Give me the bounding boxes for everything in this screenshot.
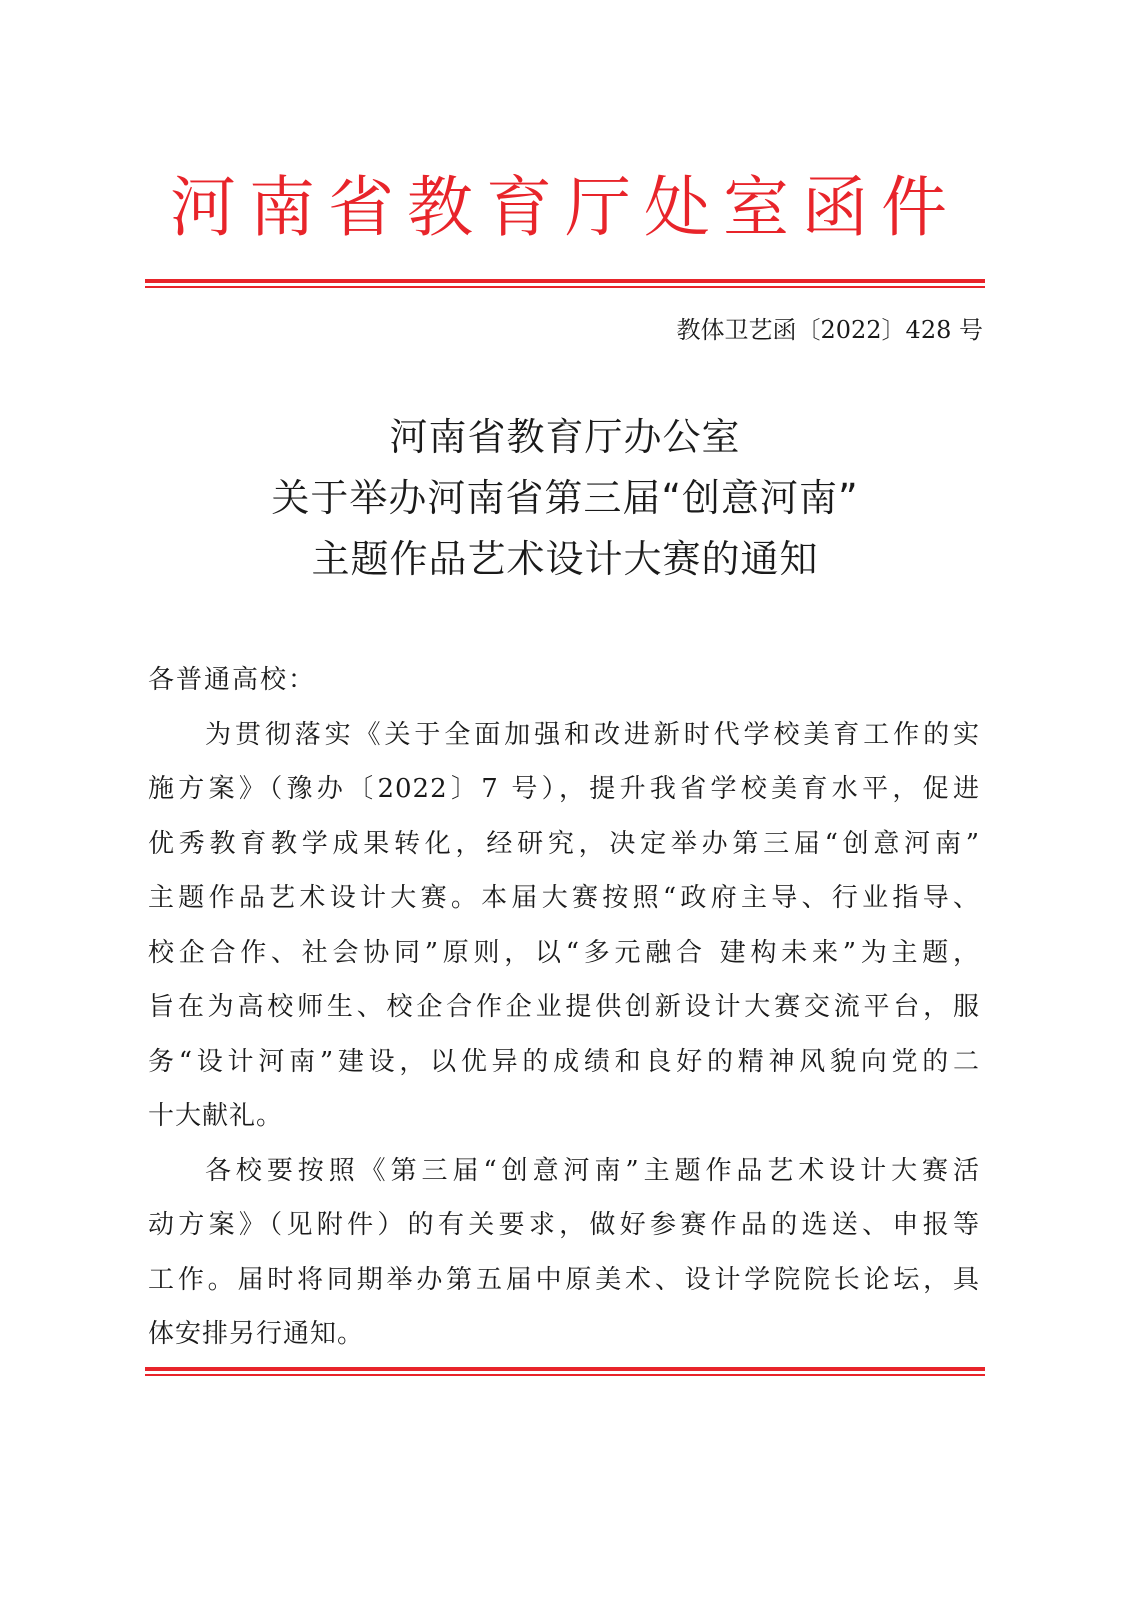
paragraph1-line-1: 为贯彻落实《关于全面加强和改进新时代学校美育工作的实: [205, 720, 980, 750]
footer-divider: [145, 1367, 985, 1376]
paragraph1-line-4: 主题作品艺术设计大赛。本届大赛按照“政府主导、行业指导、: [148, 883, 980, 913]
paragraph1-line-8: 十大献礼。: [148, 1101, 284, 1131]
paragraph2-line-1: 各校要按照《第三届“创意河南”主题作品艺术设计大赛活: [205, 1156, 980, 1186]
title-line-3: 主题作品艺术设计大赛的通知: [311, 537, 819, 581]
title-line-2: 关于举办河南省第三届“创意河南”: [271, 476, 859, 520]
paragraph1-line-6: 旨在为高校师生、校企合作企业提供创新设计大赛交流平台，服: [148, 992, 980, 1022]
salutation: 各普通高校：: [148, 665, 317, 695]
document-number: 教体卫艺函〔2022〕428 号: [676, 316, 983, 344]
masthead-divider: [145, 279, 985, 288]
paragraph1-line-2: 施方案》（豫办〔2022〕7 号），提升我省学校美育水平，促进: [148, 774, 980, 804]
paragraph1-line-5: 校企合作、社会协同”原则，以“多元融合 建构未来”为主题，: [148, 938, 980, 968]
title-line-1: 河南省教育厅办公室: [389, 415, 741, 459]
masthead-title: 河南省教育厅处室函件: [170, 169, 960, 246]
paragraph2-line-4: 体安排另行通知。: [148, 1319, 365, 1349]
paragraph2-line-3: 工作。届时将同期举办第五届中原美术、设计学院院长论坛，具: [148, 1265, 980, 1295]
paragraph1-line-3: 优秀教育教学成果转化，经研究，决定举办第三届“创意河南”: [148, 829, 980, 859]
paragraph2-line-2: 动方案》（见附件）的有关要求，做好参赛作品的选送、申报等: [148, 1210, 980, 1240]
notice-title: [145, 407, 985, 590]
paragraph1-line-7: 务“设计河南”建设，以优异的成绩和良好的精神风貌向党的二: [148, 1047, 980, 1077]
